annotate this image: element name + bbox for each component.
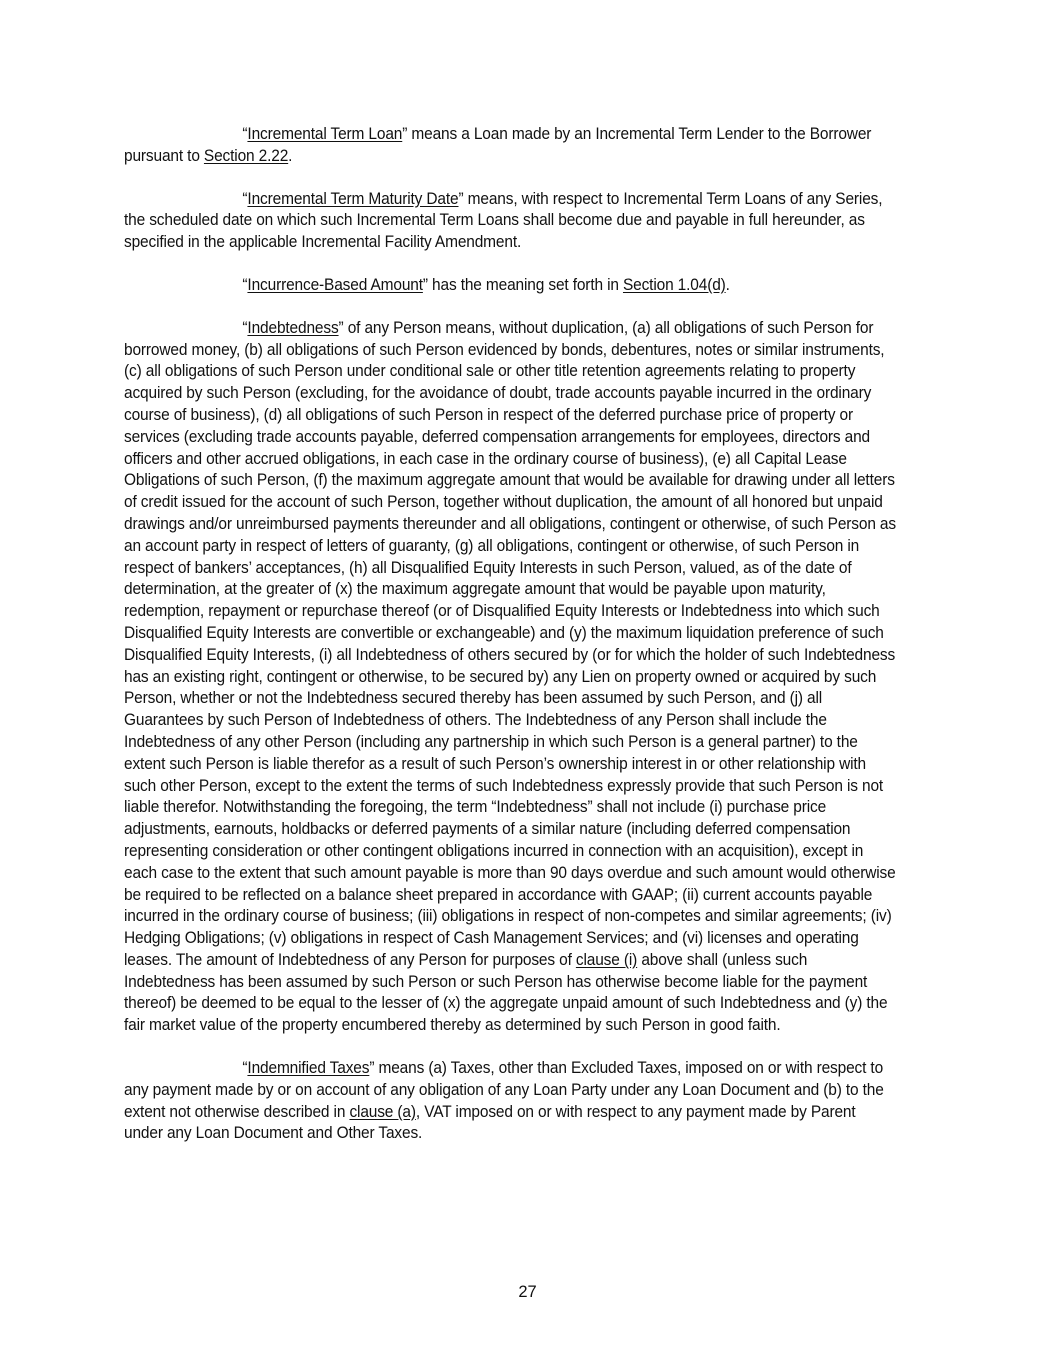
definition-text: means, with respect to Incremental Term Loans of any Series, the scheduled date on which such Incremental Term Loans shall become due and payable in full hereunder, as specified in the applicable Incremental Facility Amendment. — [124, 189, 883, 252]
defined-term: Incremental Term Maturity Date — [247, 189, 459, 208]
open-quote: “ — [242, 125, 248, 143]
definition-text-end: . — [288, 146, 293, 165]
close-quote: ” — [369, 1059, 375, 1078]
close-quote: ” — [458, 189, 464, 208]
close-quote: ” — [402, 125, 408, 143]
defined-term: Incurrence-Based Amount — [247, 275, 423, 294]
clause-reference: clause (i) — [575, 950, 638, 969]
section-reference: Section 2.22 — [203, 146, 289, 165]
defined-term: Indemnified Taxes — [247, 1059, 370, 1078]
open-quote: “ — [242, 318, 248, 337]
close-quote: ” — [422, 275, 428, 294]
definition-incremental-term-loan — [124, 124, 898, 168]
clause-reference: clause (a) — [349, 1102, 416, 1121]
defined-term: Indebtedness — [247, 318, 339, 337]
definition-text: means a Loan made by an Incremental Term Lender to the Borrower pursuant to — [124, 125, 872, 165]
open-quote: “ — [242, 189, 248, 208]
document-page — [124, 124, 898, 1166]
definition-indemnified-taxes — [124, 1058, 898, 1145]
open-quote: “ — [242, 1059, 248, 1078]
section-reference: Section 1.04(d) — [622, 275, 726, 294]
definition-text: has the meaning set forth in — [427, 275, 623, 294]
definition-indebtedness — [124, 318, 898, 1037]
close-quote: ” — [338, 318, 344, 337]
definition-text-end: above shall (unless such Indebtedness has been assumed by such Person or such Person has otherwise become liable for the payment thereof) be deemed to be equal to the lesser of (x) the aggregate unpaid amount of such Indebtedness and (y) the fair market value of the property encumbered thereby as determined by such Person in good faith. — [124, 950, 888, 1035]
definition-text: of any Person means, without duplication, (a) all obligations of such Person for borrowed money, (b) all obligations of such Person evidenced by bonds, debentures, notes or similar instruments, (c) all obligations of such Person under conditional sale or other title retention agreements relating to property acquired by such Person (excluding, for the avoidance of doubt, trade accounts payable incurred in the ordinary course of business), (d) all obligations of such Person in respect of the deferred purchase price of property or services (excluding trade accounts payable, deferred compensation arrangements for employees, directors and officers and other accrued obligations, in each case in the ordinary course of business), (e) all Capital Lease Obligations of such Person, (f) the maximum aggregate amount that would be available for drawing under all letters of credit issued for the account of such Person, together without duplication, the amount of all honored but unpaid drawings and/or unreimbursed payments thereunder and all obligations, contingent or otherwise, of such Person as an account party in respect of letters of guaranty, (g) all obligations, contingent or otherwise, of such Person in respect of bankers’ acceptances, (h) all Disqualified Equity Interests in such Person, valued, as of the date of determination, at the greater of (x) the maximum aggregate amount that would be payable upon maturity, redemption, repayment or repurchase thereof (or of Disqualified Equity Interests or Indebtedness into which such Disqualified Equity Interests are convertible or exchangeable) and (y) the maximum liquidation preference of such Disqualified Equity Interests, (i) all Indebtedness of others secured by (or for which the holder of such Indebtedness has an existing right, contingent or otherwise, to be secured by) any Lien on property owned or acquired by such Person, whether or not the Indebtedness secured thereby has been assumed by such Person, and (j) all Guarantees by such Person of Indebtedness of others. The Indebtedness of any Person shall include the Indebtedness of any other Person (including any partnership in which such Person is a general partner) to the extent such Person is liable therefor as a result of such Person’s ownership interest in or other relationship with such other Person, except to the extent the terms of such Indebtedness expressly provide that such Person is not liable therefor. Notwithstanding the foregoing, the term “Indebtedness” shall not include (i) purchase price adjustments, earnouts, holdbacks or deferred payments of a similar nature (including deferred compensation representing consideration or other contingent obligations incurred in connection with an acquisition), except in each case to the extent that such amount payable is more than 90 days overdue and such amount would otherwise be required to be reflected on a balance sheet prepared in accordance with GAAP; (ii) current accounts payable incurred in the ordinary course of business; (iii) obligations in respect of non-competes and similar agreements; (iv) Hedging Obligations; (v) obligations in respect of Cash Management Services; and (vi) licenses and operating leases. The amount of Indebtedness of any Person for purposes of — [124, 318, 896, 969]
definition-text-end: , VAT imposed on or with respect to any payment made by Parent under any Loan Document and Other Taxes. — [124, 1102, 856, 1143]
page-number: 27 — [518, 1283, 537, 1301]
definition-incremental-term-maturity-date — [124, 189, 898, 254]
open-quote: “ — [242, 275, 248, 294]
definition-incurrence-based-amount — [124, 275, 898, 297]
defined-term: Incremental Term Loan — [247, 125, 403, 143]
definition-text: means (a) Taxes, other than Excluded Taxes, imposed on or with respect to any payment made by or on account of any obligation of any Loan Party under any Loan Document and (b) to the extent not otherwise described in — [124, 1059, 884, 1121]
definition-text-end: . — [725, 275, 730, 294]
